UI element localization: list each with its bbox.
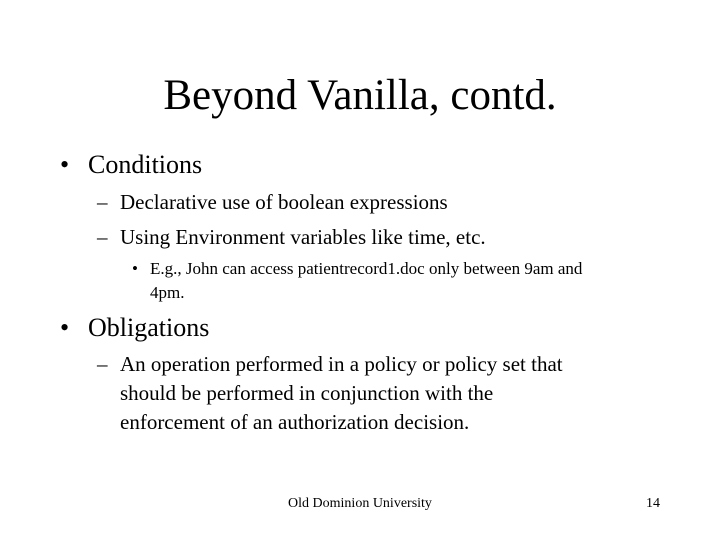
subitem-environment-variables: Using Environment variables like time, etc.: [120, 225, 486, 249]
bullet-obligations: Obligations: [88, 313, 210, 342]
slide-title: Beyond Vanilla, contd.: [163, 72, 557, 119]
bullet-conditions: Conditions: [88, 150, 203, 179]
subitem-declarative-use: Declarative use of boolean expressions: [120, 190, 448, 214]
dash-glyph: –: [97, 190, 108, 214]
page-number: 14: [646, 496, 660, 511]
obligation-line-3: enforcement of an authorization decision.: [120, 410, 470, 434]
footer-organization: Old Dominion University: [288, 496, 432, 511]
obligation-line-2: should be performed in conjunction with the: [120, 381, 494, 405]
example-line-2: 4pm.: [150, 283, 185, 302]
dash-glyph: –: [97, 225, 108, 249]
bullet-glyph: •: [60, 313, 70, 342]
bullet-glyph: •: [60, 150, 70, 179]
obligation-line-1: An operation performed in a policy or policy set that: [120, 352, 563, 376]
bullet-glyph: •: [132, 259, 138, 278]
example-line-1: E.g., John can access patientrecord1.doc only between 9am and: [150, 259, 583, 278]
dash-glyph: –: [97, 352, 108, 376]
